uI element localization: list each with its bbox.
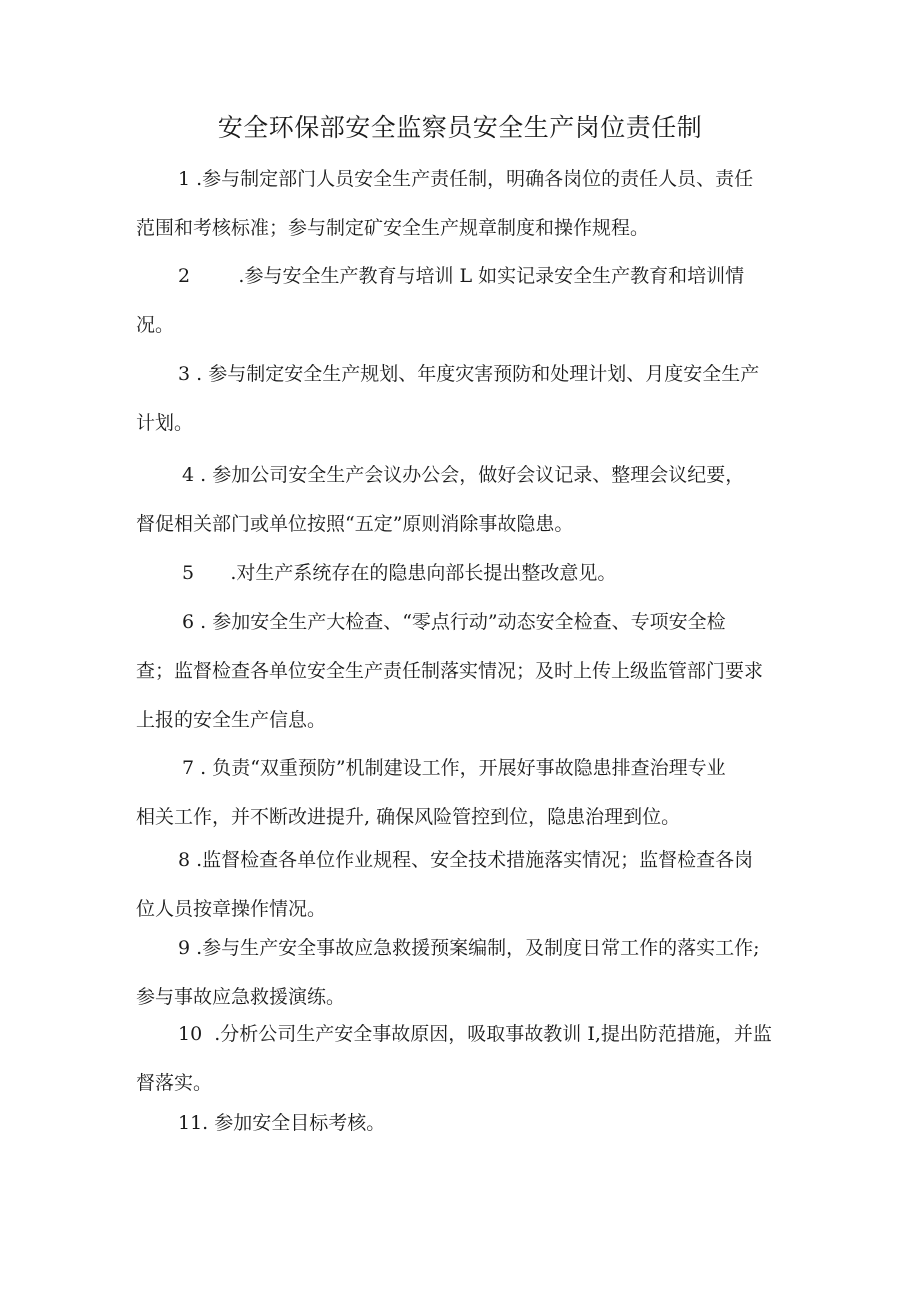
item-line: 查；监督检查各单位安全生产责任制落实情况；及时上传上级监管部门要求 <box>136 660 764 682</box>
item-line: 范围和考核标准；参与制定矿安全生产规章制度和操作规程。 <box>136 217 650 239</box>
item-line: 6 . 参加安全生产大检查、“零点行动”动态安全检查、专项安全检 <box>182 611 726 633</box>
item-line: 5 .对生产系统存在的隐患向部长提出整改意见。 <box>182 562 617 584</box>
document-title: 安全环保部安全监察员安全生产岗位责任制 <box>217 113 703 142</box>
list-item <box>136 155 788 253</box>
list-item <box>136 1010 788 1108</box>
item-line: 7 . 负责“双重预防”机制建设工作，开展好事故隐患排查治理专业 <box>182 757 726 779</box>
item-line: 3 . 参与制定安全生产规划、年度灾害预防和处理计划、月度安全生产 <box>178 363 760 385</box>
list-item <box>136 252 788 350</box>
item-line: 督促相关部门或单位按照“五定”原则消除事故隐患。 <box>136 513 574 535</box>
list-item <box>136 836 788 934</box>
item-line: 计划。 <box>136 412 194 434</box>
item-line: 况。 <box>136 314 175 336</box>
item-line: 相关工作，并不断改进提升, 确保风险管控到位，隐患治理到位。 <box>136 806 681 828</box>
item-line: 1 .参与制定部门人员安全生产责任制，明确各岗位的责任人员、责任 <box>178 168 754 190</box>
item-line: 10 .分析公司生产安全事故原因，吸取事故教训 I,提出防范措施，并监 <box>178 1023 772 1045</box>
list-item <box>136 451 788 549</box>
item-line: 参与事故应急救援演练。 <box>136 986 346 1008</box>
item-line: 上报的安全生产信息。 <box>136 709 327 731</box>
item-line: 11. 参加安全目标考核。 <box>178 1112 386 1134</box>
list-item <box>136 350 788 448</box>
list-item <box>136 1099 788 1148</box>
item-line: 4 . 参加公司安全生产会议办公会，做好会议记录、整理会议纪要， <box>182 464 745 486</box>
item-line: 位人员按章操作情况。 <box>136 898 327 920</box>
item-line: 督落实。 <box>136 1072 213 1094</box>
list-item <box>136 744 788 842</box>
item-line: 8 .监督检查各单位作业规程、安全技术措施落实情况；监督检查各岗 <box>178 849 754 871</box>
list-item <box>136 549 788 598</box>
item-line: 2 .参与安全生产教育与培训 L 如实记录安全生产教育和培训情 <box>178 265 745 287</box>
list-item <box>136 598 788 745</box>
item-line: 9 .参与生产安全事故应急救援预案编制，及制度日常工作的落实工作; <box>178 937 760 959</box>
list-item <box>136 924 788 1022</box>
